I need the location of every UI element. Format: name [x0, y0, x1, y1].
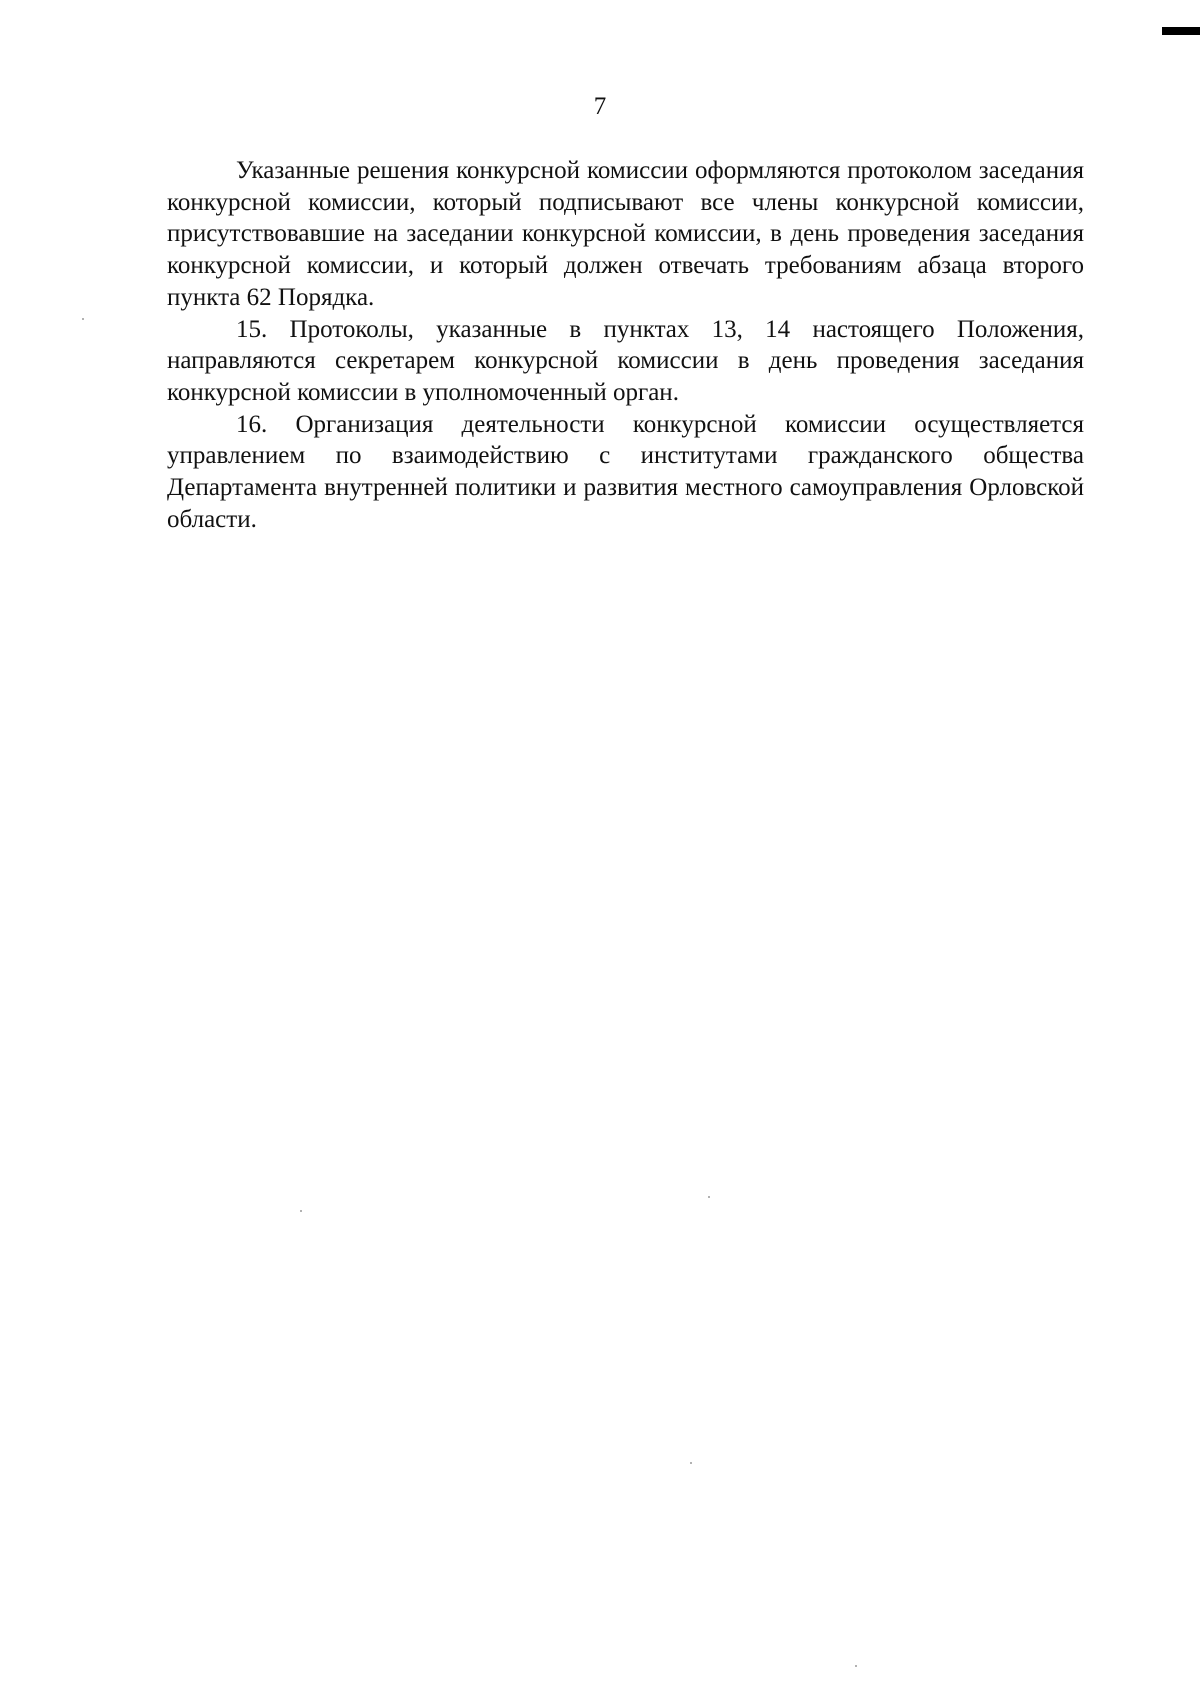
document-body [167, 155, 1084, 535]
scan-speck [82, 318, 84, 320]
scan-speck [708, 1196, 710, 1198]
paragraph-16-organization: 16. Организация деятельности конкурсной комиссии осуществляется управлением по взаимодействию с институтами гражданского общества Департамента внутренней политики и развития местного самоуправления Орловской области. [167, 410, 1084, 533]
scan-speck [855, 1665, 857, 1667]
scan-corner-mark [1162, 27, 1200, 35]
page-number: 7 [593, 93, 607, 120]
scan-speck [300, 1210, 302, 1212]
paragraph-15-protocols: 15. Протоколы, указанные в пунктах 13, 14 настоящего Положения, направляются секретарем конкурсной комиссии в день проведения заседания конкурсной комиссии в уполномоченный орган. [167, 315, 1084, 406]
scan-speck [690, 1462, 692, 1464]
paragraph-commission-decisions: Указанные решения конкурсной комиссии оформляются протоколом заседания конкурсной комиссии, который подписывают все члены конкурсной комиссии, присутствовавшие на заседании конкурсной комиссии, в день проведения заседания конкурсной комиссии, и который должен отвечать требованиям абзаца второго пункта 62 Порядка. [167, 157, 1084, 311]
